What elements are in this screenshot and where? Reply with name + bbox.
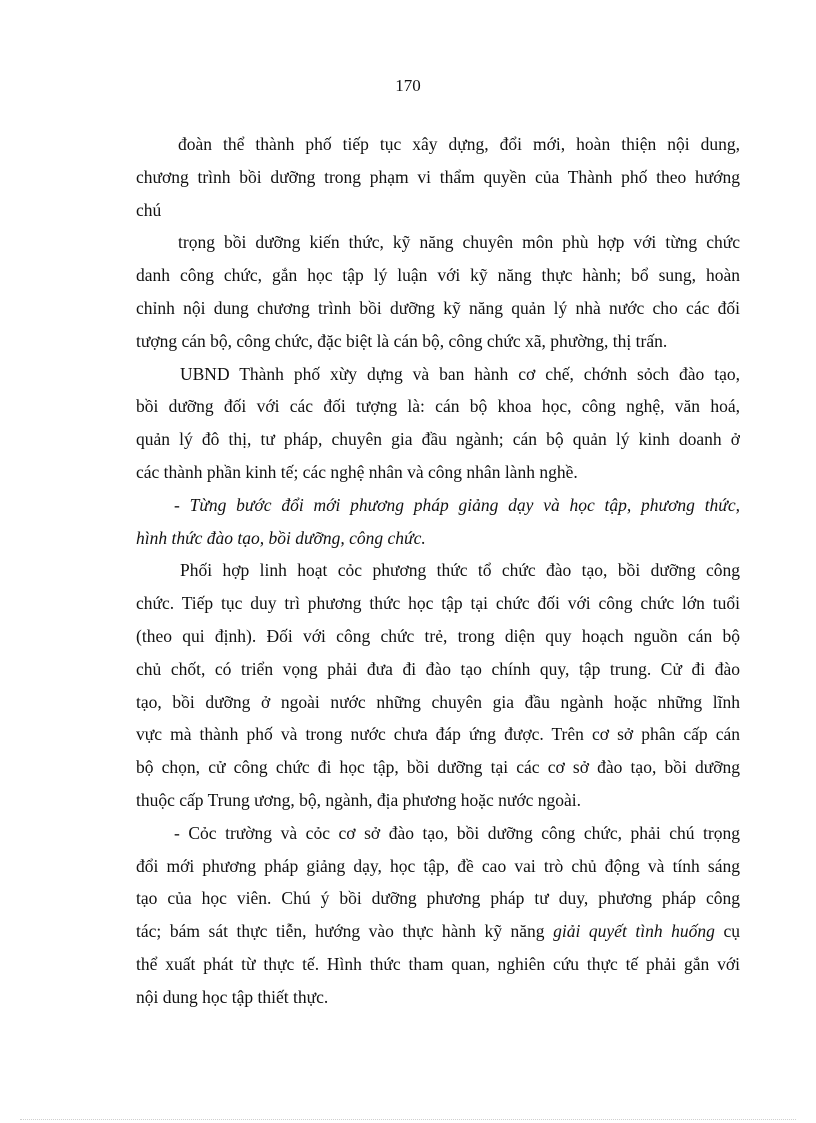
body-text: cụ <box>723 921 740 942</box>
body-line: Phối hợp linh hoạt cỏc phương thức tổ chức đào tạo, bồi dưỡng công <box>180 560 740 581</box>
body-line: tạo, bồi dưỡng ở ngoài nước những chuyên gia đầu ngành hoặc những lĩnh <box>136 691 740 712</box>
body-line: các thành phần kinh tế; các nghệ nhân và công nhân lành nghề. <box>136 461 578 482</box>
body-line: chức. Tiếp tục duy trì phương thức học tập tại chức đối với công chức lớn tuổi <box>136 593 740 614</box>
body-line: quản lý đô thị, tư pháp, chuyên gia đầu ngành; cán bộ quản lý kinh doanh ở <box>136 429 740 450</box>
body-line: danh công chức, gắn học tập lý luận với kỹ năng thực hành; bổ sung, hoàn <box>136 265 740 286</box>
body-line: đoàn thể thành phố tiếp tục xây dựng, đổi mới, hoàn thiện nội dung, <box>178 134 740 154</box>
body-line: chỉnh nội dung chương trình bồi dưỡng kỹ năng quản lý nhà nước cho các đối <box>136 297 740 318</box>
body-line: trọng bồi dưỡng kiến thức, kỹ năng chuyên môn phù hợp với từng chức <box>178 232 740 253</box>
page-number: 170 <box>395 76 421 95</box>
body-line: thể xuất phát từ thực tế. Hình thức tham quan, nghiên cứu thực tế phải gắn với <box>136 953 740 974</box>
body-line-mixed <box>136 915 740 948</box>
body-line: đổi mới phương pháp giảng dạy, học tập, đề cao vai trò chủ động và tính sáng <box>136 855 740 876</box>
bottom-dotted-rule <box>20 1119 796 1120</box>
italic-heading-line: - Từng bước đổi mới phương pháp giảng dạy và học tập, phương thức, <box>174 494 740 515</box>
italic-phrase: giải quyết tình huống <box>553 921 715 942</box>
body-line: vực mà thành phố và trong nước chưa đáp ứng được. Trên cơ sở phân cấp cán <box>136 724 740 745</box>
body-text: tác; bám sát thực tiễn, hướng vào thực hành kỹ năng <box>136 921 545 942</box>
body-line: tượng cán bộ, công chức, đặc biệt là cán bộ, công chức xã, phường, thị trấn. <box>136 330 668 351</box>
body-line: bộ chọn, cử công chức đi học tập, bồi dưỡng tại các cơ sở đào tạo, bồi dưỡng <box>136 757 740 778</box>
body-line: (theo qui định). Đối với công chức trẻ, trong diện quy hoạch nguồn cán bộ <box>136 625 740 646</box>
body-line: - Cỏc trường và cỏc cơ sở đào tạo, bồi dưỡng công chức, phải chú trọng <box>174 822 740 843</box>
italic-heading-line: hình thức đào tạo, bồi dưỡng, công chức. <box>136 527 426 548</box>
body-line: chương trình bồi dưỡng trong phạm vi thẩm quyền của Thành phố theo hướng <box>136 166 740 187</box>
body-line: chủ chốt, có triển vọng phải đưa đi đào tạo chính quy, tập trung. Cử đi đào <box>136 658 740 679</box>
body-line: thuộc cấp Trung ương, bộ, ngành, địa phương hoặc nước ngoài. <box>136 789 582 810</box>
body-line: tạo của học viên. Chú ý bồi dưỡng phương pháp tư duy, phương pháp công <box>136 888 740 909</box>
body-line: bồi dưỡng đối với các đối tượng là: cán bộ khoa học, công nghệ, văn hoá, <box>136 396 740 417</box>
body-line: nội dung học tập thiết thực. <box>136 986 329 1007</box>
body-line: chú <box>136 199 162 220</box>
document-body <box>136 128 740 1014</box>
body-line: UBND Thành phố xừy dựng và ban hành cơ chế, chớnh sỏch đào tạo, <box>180 363 740 384</box>
